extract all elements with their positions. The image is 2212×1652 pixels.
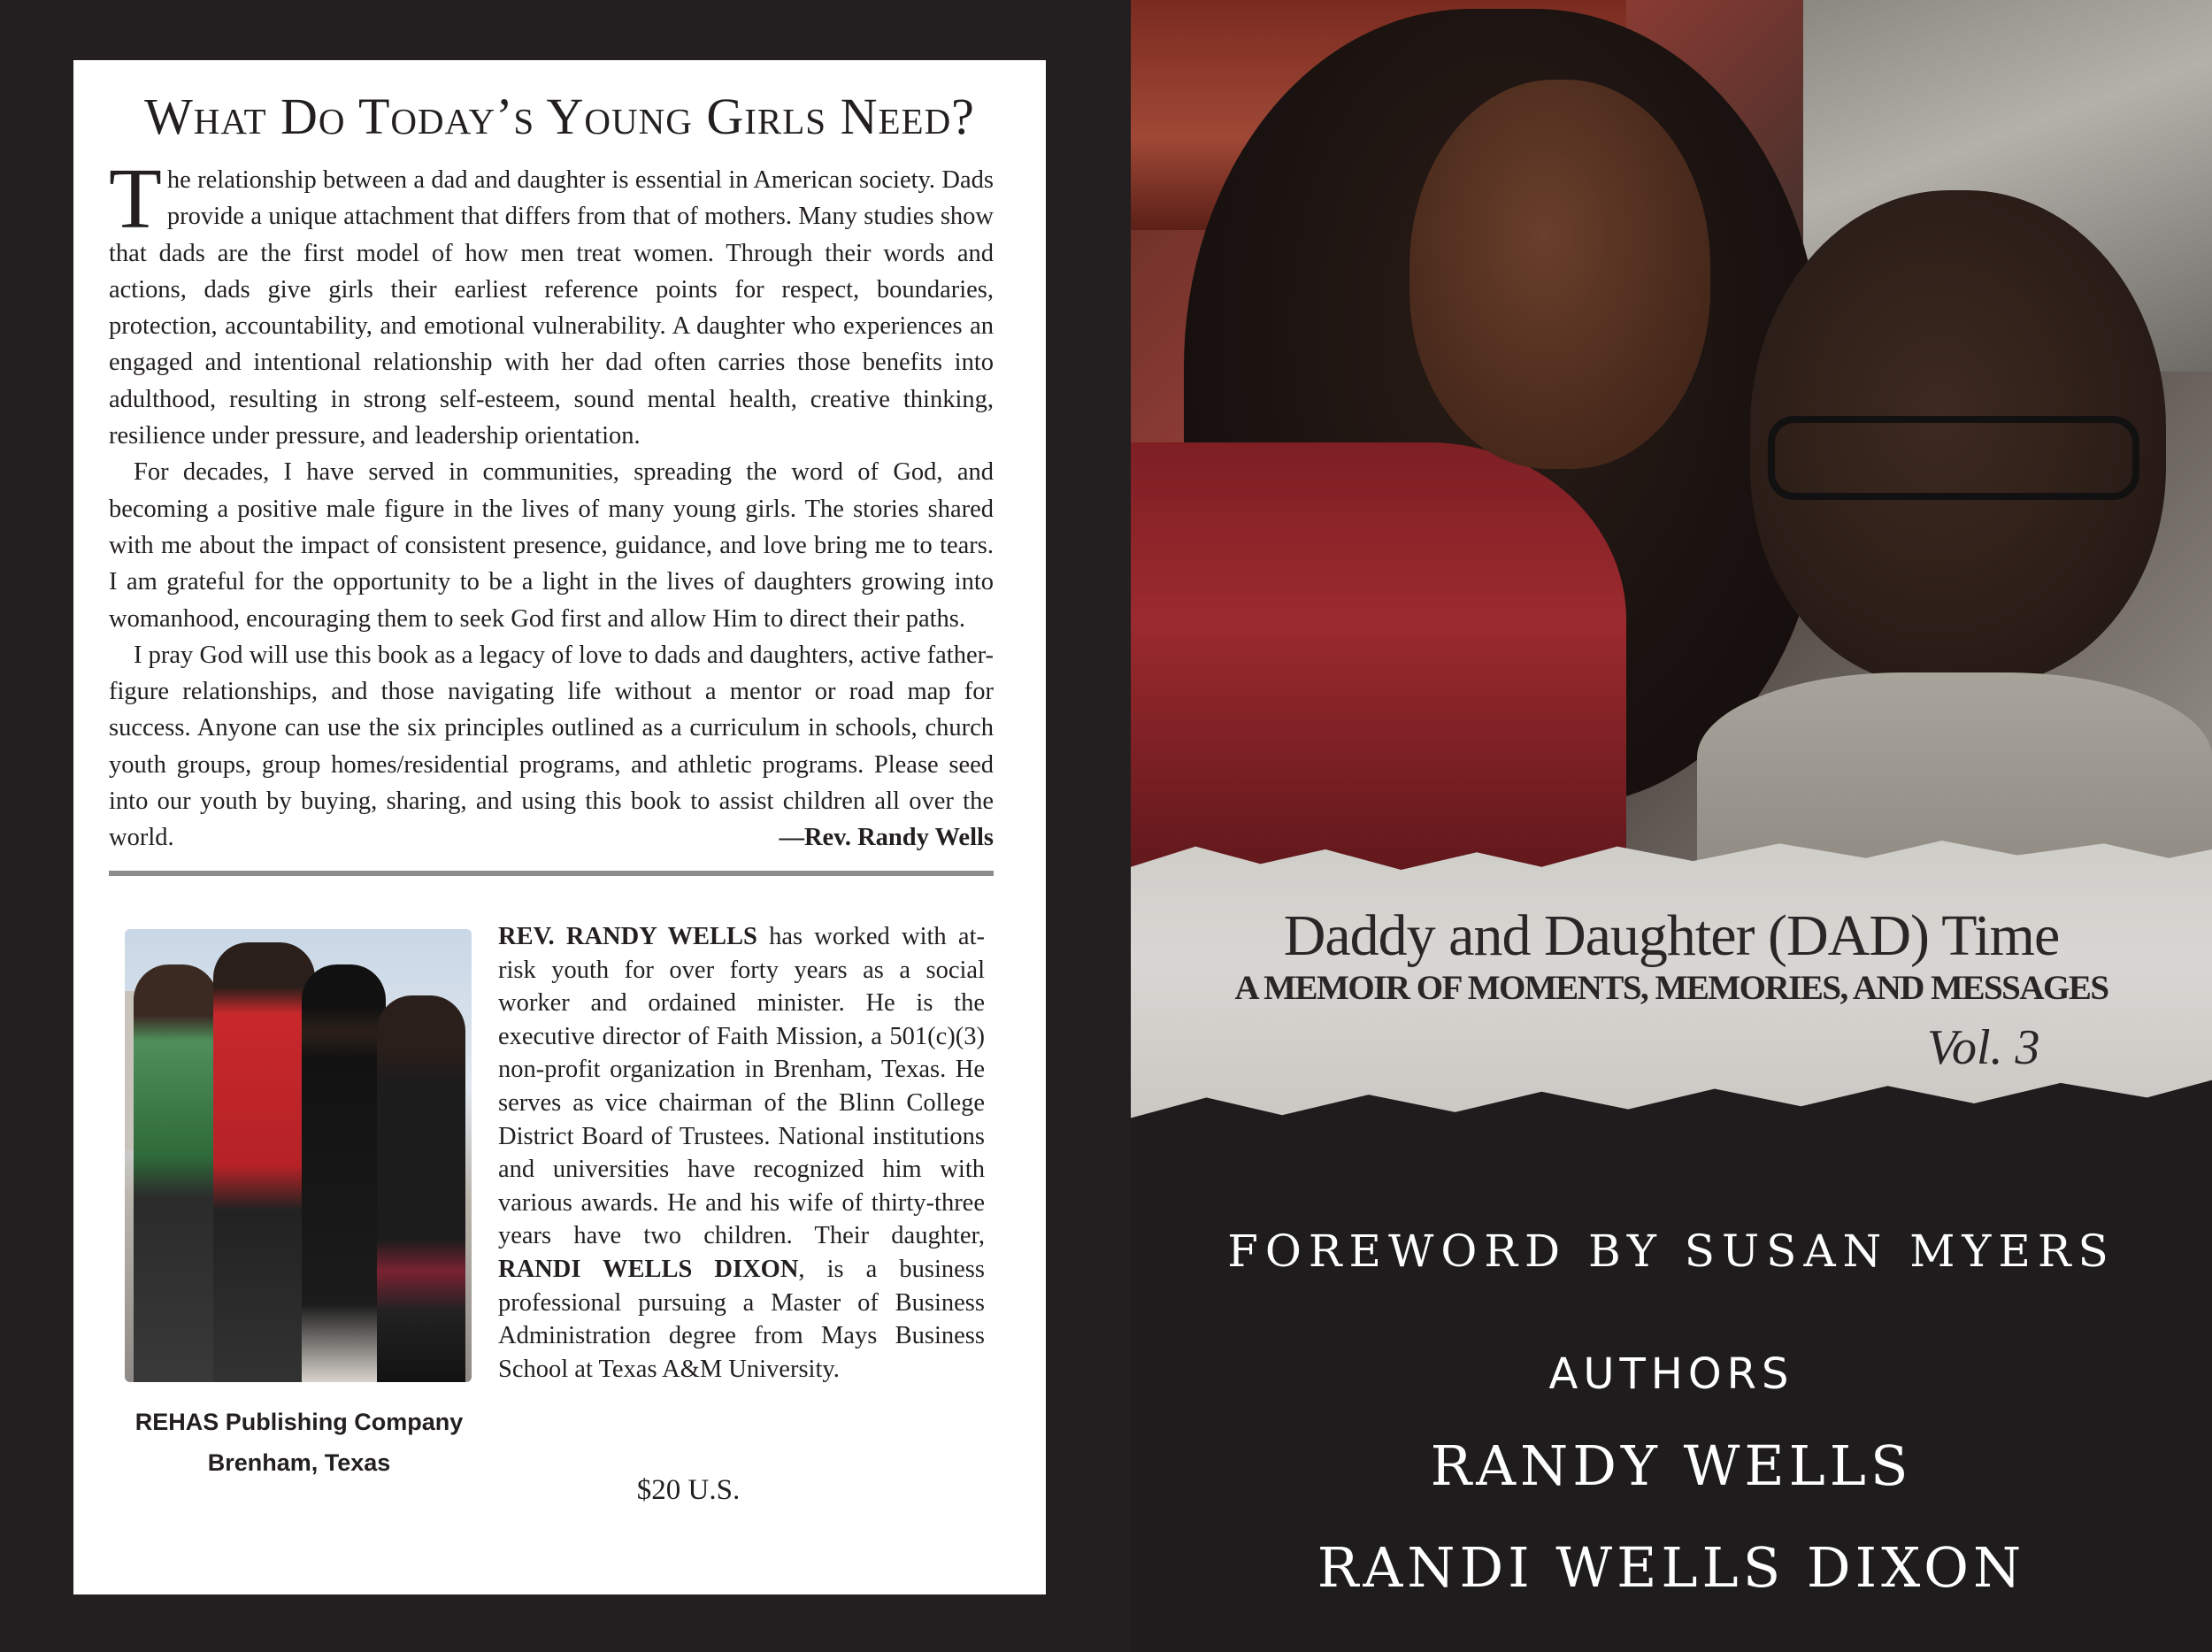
cover-photo — [1131, 0, 2212, 885]
photo-person-3 — [302, 964, 386, 1382]
bio-text-2: , is a business professional pursuing a Master of Business Administration degree from Mays Business School at Texas A&M University. — [498, 1255, 985, 1383]
publisher-name: REHAS Publishing Company — [134, 1409, 464, 1435]
publisher-city: Brenham, Texas — [207, 1449, 391, 1476]
blurb-paragraph-2: For decades, I have served in communities, spreading the word of God, and becoming a positive male figure in the lives of many young girls. The stories shared with me about the impact of consistent presence, guidance, and love bring me to tears. I am grateful for the opportunity to be a light in the lives of daughters growing into womanhood, encouraging them to seek God first and allow Him to direct their paths. — [109, 458, 994, 633]
blurb-paragraph-3-text: I pray God will use this book as a legacy of love to dads and daughters, active father-figure relationships, and those navigating life without a mentor or road map for success. Anyone can use the six principles outlined as a curriculum in schools, church youth groups, group homes/residential programs, and athletic programs. Please seed into our youth by buying, sharing, and using this book to assist children all over the world. — [109, 641, 994, 852]
family-photo — [125, 929, 472, 1382]
bio-daughter-name: RANDI WELLS DIXON — [498, 1255, 799, 1283]
back-cover-blurb — [109, 151, 994, 857]
drop-cap: T — [109, 151, 162, 247]
blurb-paragraph-3 — [109, 637, 994, 857]
photo-father-glasses — [1768, 416, 2139, 500]
photo-daughter-face — [1409, 80, 1710, 469]
book-price: $20 U.S. — [636, 1474, 741, 1506]
cover-title: Daddy and Daughter (DAD) Time — [1283, 903, 2060, 968]
photo-daughter-sweater — [1131, 442, 1626, 885]
author-bio — [498, 920, 985, 1386]
foreword-credit: FOREWORD BY SUSAN MYERS — [1227, 1226, 2116, 1277]
authors-label: AUTHORS — [1548, 1349, 1794, 1399]
bio-text-1: has worked with at-risk youth for over forty years as a social worker and ordained minister. He is the executive director of Faith Mission, a 501(c)(3) non-profit organization in Brenham, Texas. He serves as vice chairman of the Blinn College District Board of Trustees. National institutions and universities have recognized him with various awards. He and his wife of thirty-three years have two children. Their daughter, — [498, 923, 985, 1250]
photo-person-4 — [377, 995, 465, 1382]
author-name-1: RANDY WELLS — [1430, 1433, 1913, 1498]
blurb-signature: —Rev. Randy Wells — [779, 824, 994, 852]
photo-person-1 — [134, 964, 218, 1382]
front-cover — [1131, 0, 2212, 1652]
blurb-paragraph-1 — [109, 151, 994, 454]
author-name-2: RANDI WELLS DIXON — [1317, 1535, 2026, 1600]
back-cover-title: What Do Today’s Young Girls Need? — [144, 88, 975, 145]
back-cover-panel — [73, 60, 1046, 1594]
section-divider — [109, 871, 994, 876]
photo-person-2 — [213, 942, 315, 1382]
blurb-paragraph-1-text: he relationship between a dad and daughter is essential in American society. Dads provide a unique attachment that differs from that of mothers. Many studies show that dads are the first model of how men treat women. Through their words and actions, dads give girls their earliest reference points for respect, boundaries, protection, accountability, and emotional vulnerability. A daughter who experiences an engaged and intentional relationship with her dad often carries those benefits into adulthood, resulting in strong self-esteem, sound mental health, creative thinking, resilience under pressure, and leadership orientation. — [109, 166, 994, 450]
cover-subtitle: A MEMOIR OF MOMENTS, MEMORIES, AND MESSAGES — [1234, 969, 2108, 1007]
cover-volume: Vol. 3 — [1927, 1020, 2040, 1075]
bio-author-name: REV. RANDY WELLS — [498, 923, 757, 950]
